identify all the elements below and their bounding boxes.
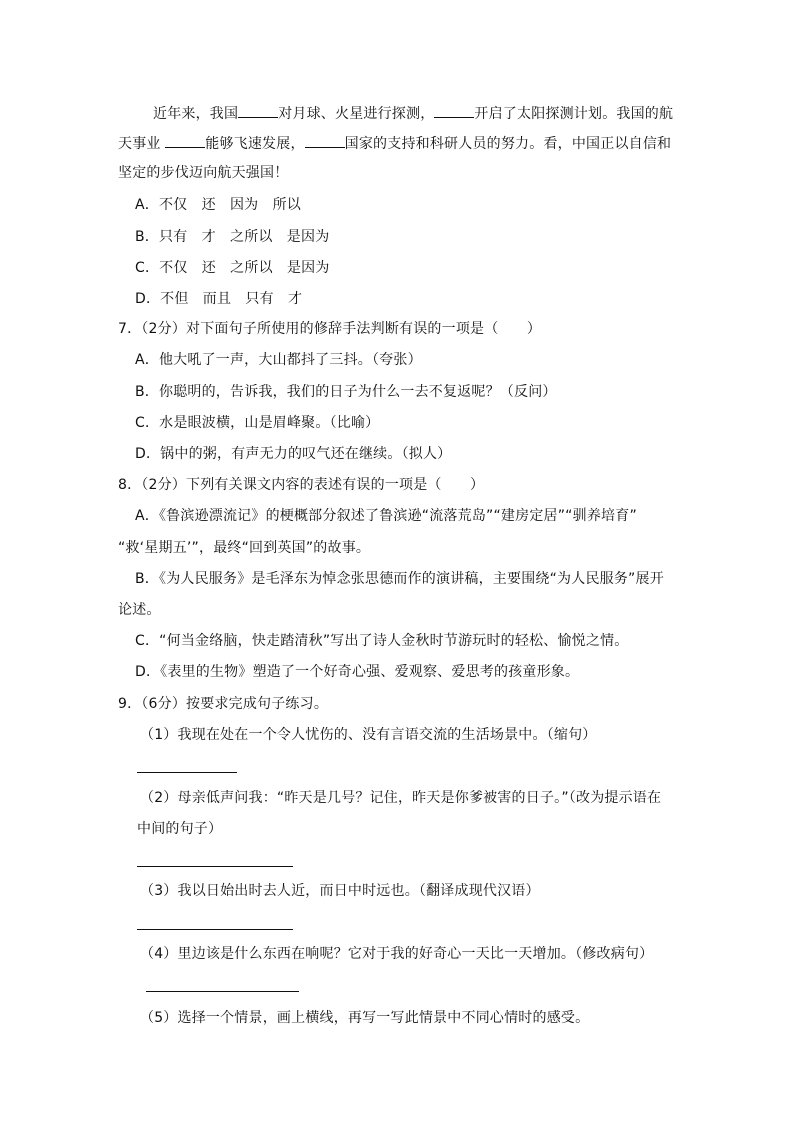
q6-blank-1[interactable] — [238, 103, 278, 118]
q7-option-a[interactable]: A．他大吼了一声，大山都抖了三抖。（夸张） — [135, 352, 422, 368]
q7-option-c[interactable]: C．水是眼波横，山是眉峰聚。（比喻） — [135, 415, 380, 431]
q6-passage-line-3: 坚定的步伐迈向航天强国！ — [118, 165, 289, 181]
q8-stem: 8．（2分）下列有关课文内容的表述有误的一项是（ ） — [118, 477, 485, 493]
q6-option-b[interactable]: B．只有 才 之所以 是因为 — [135, 229, 330, 245]
q6-blank-3[interactable] — [165, 133, 205, 148]
q7-option-b[interactable]: B．你聪明的，告诉我，我们的日子为什么一去不复返呢？（反问） — [135, 384, 557, 400]
q6-text-1b: 对月球、火星进行探测， — [278, 106, 435, 122]
q7-stem: 7．（2分）对下面句子所使用的修辞手法判断有误的一项是（ ） — [118, 321, 542, 337]
q9-sub-4: （4）里边该是什么东西在响呢？它对于我的好奇心一天比一天增加。（修改病句） — [140, 946, 654, 962]
q9-sub-2-line-2: 中间的句子） — [137, 821, 223, 837]
q8-option-b-line-2: 论述。 — [118, 602, 161, 618]
q9-answer-line-1[interactable] — [137, 772, 237, 773]
q6-option-a[interactable]: A．不仅 还 因为 所以 — [135, 197, 301, 213]
q9-answer-line-4[interactable] — [146, 991, 299, 992]
q6-text-2b: 能够飞速发展， — [205, 136, 305, 152]
q9-sub-1: （1）我现在处在一个令人忧伤的、没有言语交流的生活场景中。（缩句） — [140, 727, 597, 743]
q7-option-d[interactable]: D．锅中的粥，有声无力的叹气还在继续。（拟人） — [135, 446, 452, 462]
q6-option-c[interactable]: C．不仅 还 之所以 是因为 — [135, 260, 330, 276]
q6-option-d[interactable]: D．不但 而且 只有 才 — [135, 291, 303, 307]
q9-sub-2-line-1: （2）母亲低声问我：“昨天是几号？记住，昨天是你爹被害的日子。”（改为提示语在 — [140, 790, 662, 806]
q6-blank-4[interactable] — [305, 133, 345, 148]
q8-option-a-line-2: “救‘星期五’”，最终“回到英国”的故事。 — [118, 540, 371, 556]
q6-blank-2[interactable] — [434, 103, 474, 118]
q9-sub-3: （3）我以日始出时去人近，而日中时远也。（翻译成现代汉语） — [140, 883, 540, 899]
q9-sub-5: （5）选择一个情景，画上横线，再写一写此情景中不同心情时的感受。 — [140, 1010, 590, 1026]
q6-text-2a: 天事业 — [118, 136, 166, 152]
q6-text-2c: 国家的支持和科研人员的努力。看，中国正以自信和 — [344, 136, 672, 152]
q6-text-1c: 开启了太阳探测计划。我国的航 — [474, 106, 674, 122]
q9-stem: 9．（6分）按要求完成句子练习。 — [118, 696, 329, 712]
q8-option-b-line-1[interactable]: B．《为人民服务》是毛泽东为悼念张思德而作的演讲稿，主要围绕“为人民服务”展开 — [135, 571, 664, 587]
q9-answer-line-3[interactable] — [137, 929, 293, 930]
q8-option-d[interactable]: D．《表里的生物》塑造了一个好奇心强、爱观察、爱思考的孩童形象。 — [135, 664, 580, 680]
q6-passage-line-2 — [118, 133, 671, 154]
q9-answer-line-2[interactable] — [137, 866, 293, 867]
q8-option-c[interactable]: C．“何当金络脑，快走踏清秋”写出了诗人金秋时节游玩时的轻松、愉悦之情。 — [135, 633, 629, 649]
q6-text-1a: 近年来，我国 — [153, 106, 239, 122]
q8-option-a-line-1[interactable]: A．《鲁滨逊漂流记》的梗概部分叙述了鲁滨逊“流落荒岛”“建房定居”“驯养培育” — [135, 508, 637, 524]
q6-passage-line-1 — [153, 103, 673, 124]
